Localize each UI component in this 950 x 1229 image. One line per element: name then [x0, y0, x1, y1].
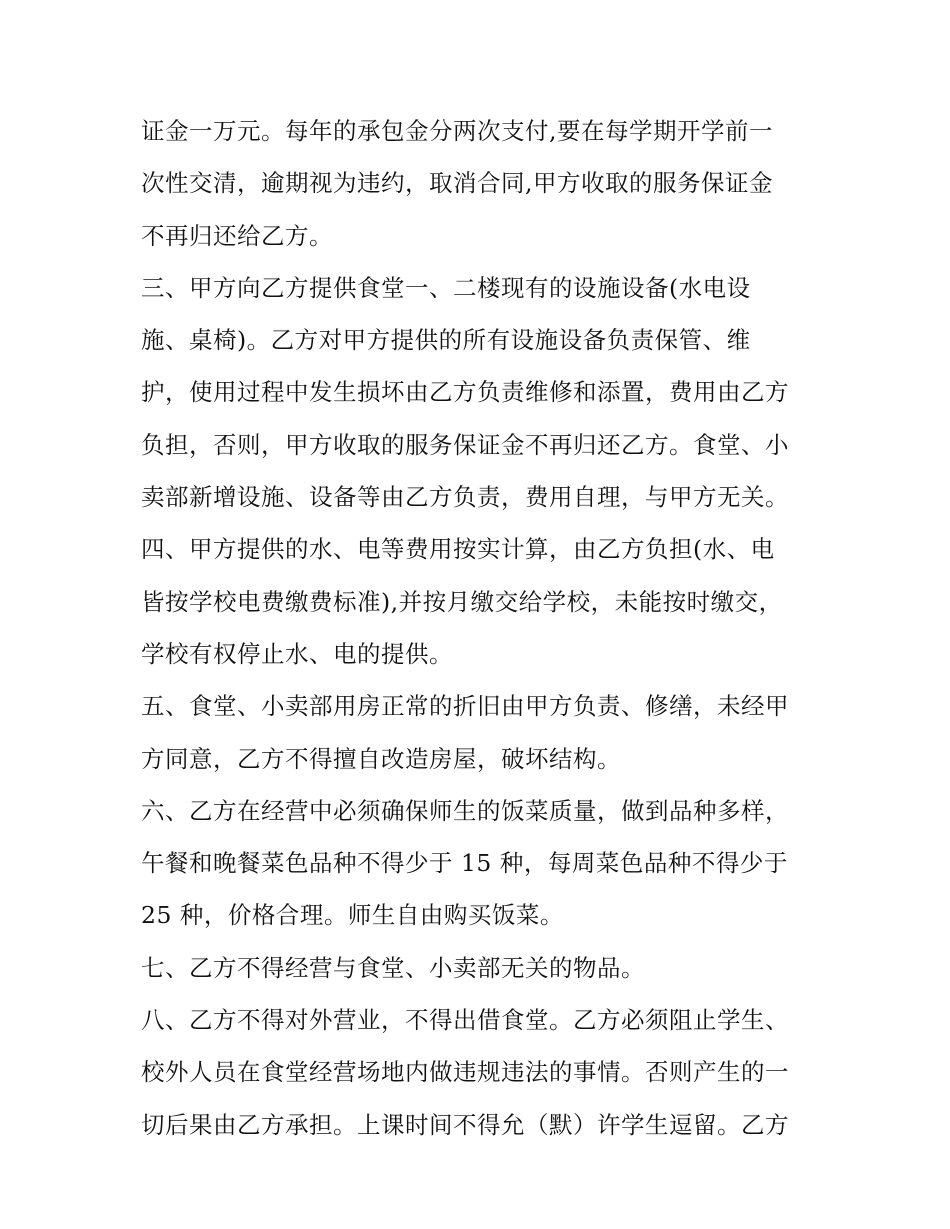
text-line: 证金一万元。每年的承包金分两次支付,要在每学期开学前一	[141, 117, 773, 145]
text-line: 学校有权停止水、电的提供。	[141, 639, 453, 668]
text-line: 护，使用过程中发生损坏由乙方负责维修和添置，费用由乙方	[141, 378, 789, 407]
text-line: 次性交清，逾期视为违约，取消合同,甲方收取的服务保证金	[141, 169, 773, 198]
clause-6-line: 六、乙方在经营中必须确保师生的饭菜质量，做到品种多样，	[141, 796, 789, 825]
contract-text	[141, 107, 821, 1153]
text-line: 皆按学校电费缴费标准),并按月缴交给学校，未能按时缴交，	[141, 587, 783, 616]
text-line: 卖部新增设施、设备等由乙方负责，费用自理，与甲方无关。	[141, 483, 789, 512]
text-line: 方同意，乙方不得擅自改造房屋，破坏结构。	[141, 744, 621, 773]
clause-7-line: 七、乙方不得经营与食堂、小卖部无关的物品。	[141, 953, 645, 982]
text-line: 25 种，价格合理。师生自由购买饭菜。	[141, 901, 564, 930]
clause-8-line: 八、乙方不得对外营业，不得出借食堂。乙方必须阻止学生、	[141, 1006, 789, 1035]
clause-4-line: 四、甲方提供的水、电等费用按实计算，由乙方负担(水、电	[141, 535, 775, 564]
text-line: 负担，否则，甲方收取的服务保证金不再归还乙方。食堂、小	[141, 430, 789, 459]
clause-5-line: 五、食堂、小卖部用房正常的折旧由甲方负责、修缮，未经甲	[141, 692, 789, 721]
text-line: 午餐和晚餐菜色品种不得少于 15 种，每周菜色品种不得少于	[141, 849, 788, 878]
clause-3-line: 三、甲方向乙方提供食堂一、二楼现有的设施设备(水电设	[141, 273, 751, 302]
text-line: 施、桌椅)。乙方对甲方提供的所有设施设备负责保管、维	[141, 326, 751, 355]
text-line: 校外人员在食堂经营场地内做违规违法的事情。否则产生的一	[141, 1058, 789, 1087]
text-line: 不再归还给乙方。	[141, 221, 333, 250]
text-line: 切后果由乙方承担。上课时间不得允（默）许学生逗留。乙方	[141, 1110, 789, 1139]
